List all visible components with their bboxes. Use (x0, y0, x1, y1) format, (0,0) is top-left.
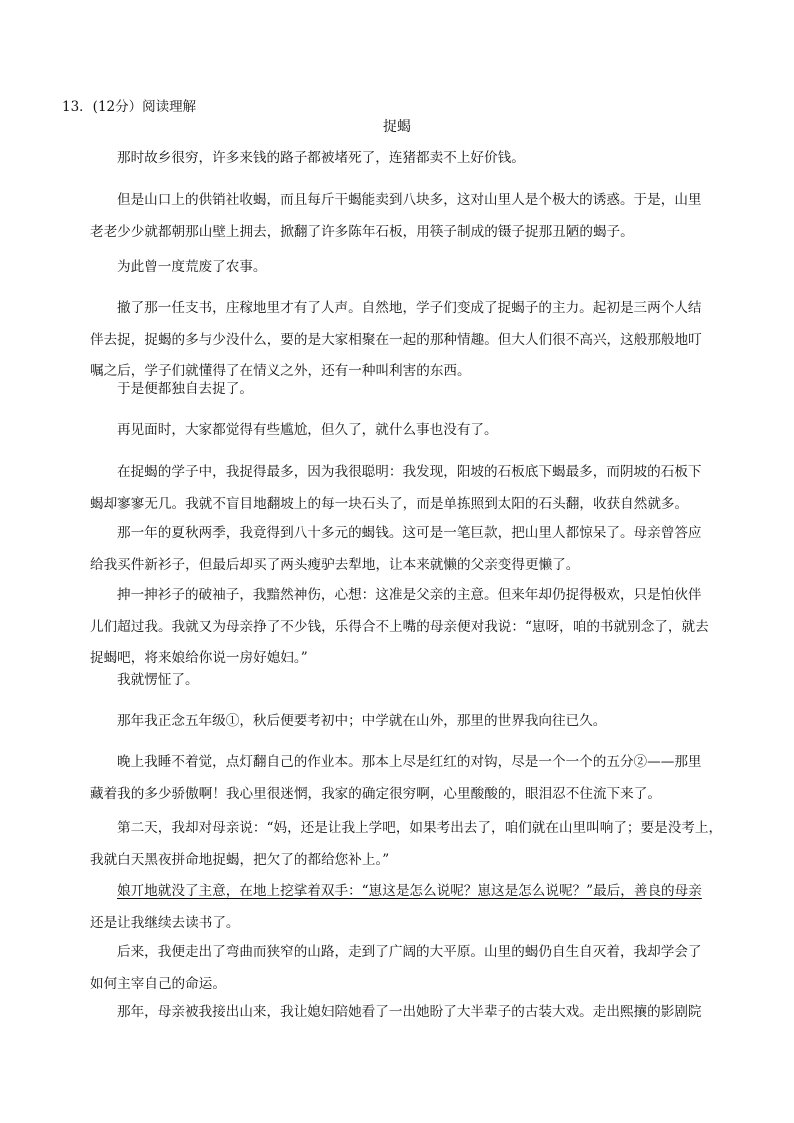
paragraph-line: 藏着我的多少骄傲啊！我心里很迷惘，我家的确定很穷啊，心里酸酸的，眼泪忍不住流下来了。 (90, 785, 661, 802)
paragraph-line: 那时故乡很穷，许多来钱的路子都被堵死了，连猪都卖不上好价钱。 (117, 150, 525, 166)
paragraph-line: 那年我正念五年级①，秋后便要考初中；中学就在山外，那里的世界我向往已久。 (117, 713, 607, 729)
paragraph (90, 518, 730, 581)
paragraph-line: 第二天，我却对母亲说：“妈，还是让我上学吧，如果考出去了，咱们就在山里叫响了；要是没考上， (117, 820, 723, 836)
paragraph-line: 于是便都独自去捉了。 (117, 381, 253, 397)
paragraph (90, 457, 730, 520)
paragraph-line: 还是让我继续去读书了。 (90, 914, 240, 931)
paragraph-line: 嘱之后，学子们就懂得了在情义之外，还有一种叫利害的东西。 (90, 363, 471, 379)
paragraph-line: 娘丌地就没了主意，在地上挖挲着双手：“崽这是怎么说呢？崽这是怎么说呢？”最后，善良的母亲 (117, 883, 702, 899)
paragraph-line: 蝎却寥寥无几。我就不盲目地翻坡上的每一块石头了，而是单拣照到太阳的石头翻，收获自然就多。 (90, 495, 689, 512)
paragraph-line: 老老少少就都朝那山壁上拥去，掀翻了许多陈年石板，用筷子制成的镊子捉那丑陋的蝎子。 (90, 223, 634, 240)
paragraph-line: 我就愣怔了。 (117, 672, 199, 688)
paragraph (90, 813, 730, 876)
paragraph-line: 那年，母亲被我接出山来，我让媳妇陪她看了一出她盼了大半辈子的古装大戏。走出熙攘的影剧院 (117, 1004, 702, 1020)
paragraph-line: 再见面时，大家都觉得有些尴尬，但久了，就什么事也没有了。 (117, 422, 498, 438)
paragraph-line: 在捉蝎的学子中，我捉得最多，因为我很聪明：我发现，阳坡的石板底下蝎最多，而阴坡的石板下 (117, 464, 702, 480)
paragraph-line: 抻一抻衫子的破袖子，我黯然神伤，心想：这准是父亲的主意。但来年却仍捉得极欢，只是怕伙伴 (117, 587, 702, 603)
paragraph (90, 747, 730, 810)
paragraph-line: 给我买件新衫子，但最后却买了两头瘦驴去犁地，让本来就懒的父亲变得更懒了。 (90, 556, 580, 573)
paragraph (90, 706, 730, 738)
paragraph-line: 撤了那一任支书，庄稼地里才有了人声。自然地，学子们变成了捉蝎子的主力。起初是三两个人结 (117, 300, 702, 316)
paragraph (90, 185, 730, 248)
paragraph-line: 我就白天黑夜拼命地捉蝎，把欠了的都给您补上。” (90, 851, 390, 868)
paragraph (90, 997, 730, 1029)
paragraph (90, 665, 730, 697)
paragraph-line: 儿们超过我。我就又为母亲挣了不少钱，乐得合不上嘴的母亲便对我说：“崽呀，咱的书就别念了，就去 (90, 618, 709, 635)
paragraph-line: 伴去捉，捉蝎的多与少没什么，要的是大家相聚在一起的那种情趣。但大人们很不高兴，这般那般地叮 (90, 331, 702, 348)
passage-title: 捉蝎 (383, 119, 411, 135)
paragraph-line: 晚上我睡不着觉，点灯翻自己的作业本。那本上尽是红红的对钩，尽是一个一个的五分②——那里 (117, 754, 702, 770)
paragraph-line: 那一年的夏秋两季，我竟得到八十多元的蝎钱。这可是一笔巨款，把山里人都惊呆了。母亲曾答应 (117, 525, 702, 541)
paragraph (90, 415, 730, 447)
paragraph (90, 937, 730, 1000)
paragraph (90, 252, 730, 284)
paragraph-line: 为此曾一度荒废了农事。 (117, 259, 267, 275)
paragraph (90, 143, 730, 175)
paragraph (90, 580, 730, 675)
paragraph (90, 374, 730, 406)
paragraph-line: 后来，我便走出了弯曲而狭窄的山路，走到了广阔的大平原。山里的蝎仍自生自灭着，我却学会了 (117, 944, 702, 960)
paragraph (90, 876, 730, 939)
paragraph-line: 但是山口上的供销社收蝎，而且每斤干蝎能卖到八块多，这对山里人是个极大的诱惑。于是，山里 (117, 192, 702, 208)
question-heading: 13．(12分）阅读理解 (62, 99, 197, 115)
paragraph-line: 捉蝎吧，将来娘给你说一房好媳妇。” (90, 650, 308, 666)
paragraph-line: 如何主宰自己的命运。 (90, 975, 226, 992)
